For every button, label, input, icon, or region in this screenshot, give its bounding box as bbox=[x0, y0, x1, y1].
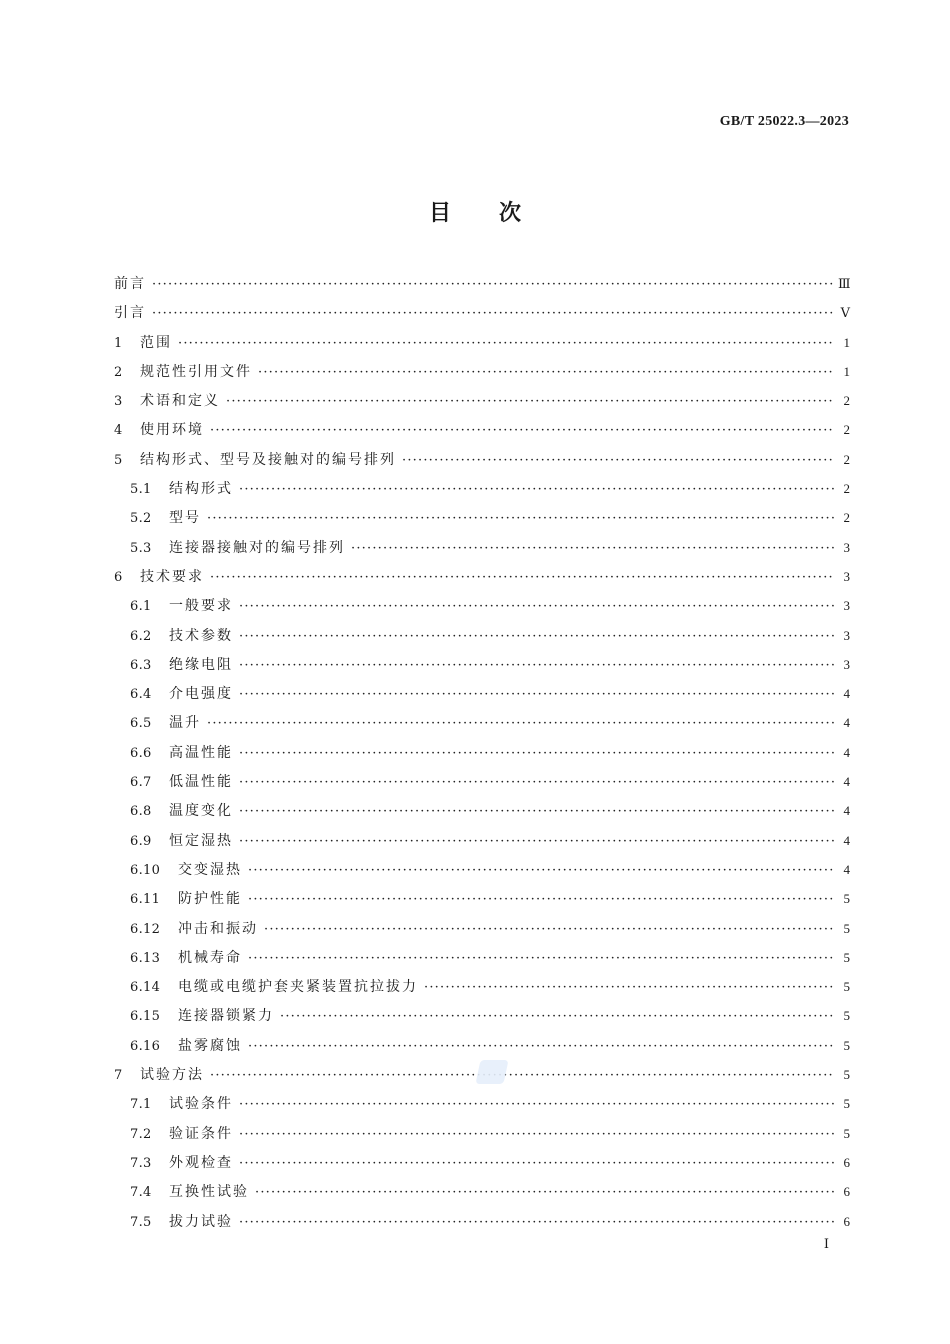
toc-entry-label: 拔力试验 bbox=[169, 1213, 233, 1230]
toc-entry-label: 引言 bbox=[114, 305, 146, 322]
toc-entry[interactable] bbox=[114, 1031, 850, 1060]
toc-entry-number: 1 bbox=[114, 335, 123, 351]
toc-entry[interactable] bbox=[114, 474, 850, 503]
toc-entry[interactable] bbox=[114, 621, 850, 650]
toc-entry-number: 7.2 bbox=[130, 1126, 152, 1142]
toc-leader-dots bbox=[248, 856, 834, 885]
toc-entry-label: 试验条件 bbox=[169, 1096, 233, 1113]
toc-entry[interactable] bbox=[114, 796, 850, 825]
toc-entry-label: 互换性试验 bbox=[169, 1184, 249, 1201]
toc-leader-dots bbox=[424, 973, 834, 1002]
toc-entry-number: 2 bbox=[114, 364, 123, 380]
toc-entry-page: 2 bbox=[843, 451, 850, 467]
toc-entry-label: 电缆或电缆护套夹紧装置抗拉拔力 bbox=[178, 979, 418, 996]
toc-entry-page: 4 bbox=[843, 774, 850, 790]
toc-entry[interactable] bbox=[114, 503, 850, 532]
toc-entry-number: 7.4 bbox=[130, 1185, 152, 1201]
toc-entry-label: 使用环境 bbox=[140, 422, 204, 439]
toc-entry[interactable] bbox=[114, 943, 850, 972]
toc-entry-page: 5 bbox=[843, 891, 850, 907]
toc-entry-number: 3 bbox=[114, 394, 123, 410]
toc-entry-number: 6 bbox=[114, 569, 123, 585]
toc-entry[interactable] bbox=[114, 591, 850, 620]
toc-leader-dots bbox=[210, 416, 834, 445]
toc-entry-label: 冲击和振动 bbox=[178, 920, 258, 937]
toc-leader-dots bbox=[239, 651, 834, 680]
toc-entry[interactable] bbox=[114, 972, 850, 1001]
watermark-mark bbox=[475, 1060, 508, 1084]
toc-leader-dots bbox=[152, 299, 834, 328]
toc-entry[interactable] bbox=[114, 679, 850, 708]
toc-leader-dots bbox=[210, 1061, 834, 1090]
toc-entry-label: 连接器接触对的编号排列 bbox=[169, 539, 345, 556]
toc-entry[interactable] bbox=[114, 855, 850, 884]
toc-entry[interactable] bbox=[114, 767, 850, 796]
toc-leader-dots bbox=[239, 1090, 834, 1119]
toc-entry-page: 4 bbox=[843, 715, 850, 731]
toc-entry-label: 范围 bbox=[140, 334, 172, 351]
toc-leader-dots bbox=[248, 885, 834, 914]
toc-entry[interactable] bbox=[114, 884, 850, 913]
toc-entry-number: 6.14 bbox=[130, 980, 161, 996]
toc-entry-page: 3 bbox=[843, 627, 850, 643]
toc-leader-dots bbox=[239, 739, 834, 768]
toc-entry-page: 6 bbox=[843, 1154, 850, 1170]
toc-entry-number: 5.2 bbox=[130, 511, 152, 527]
toc-entry[interactable] bbox=[114, 533, 850, 562]
toc-entry-page: 5 bbox=[843, 920, 850, 936]
page-title: 目次 bbox=[428, 201, 569, 226]
toc-entry-label: 盐雾腐蚀 bbox=[178, 1037, 242, 1054]
footer-page-number: Ⅰ bbox=[823, 1236, 829, 1251]
toc-entry-label: 恒定湿热 bbox=[169, 832, 233, 849]
toc-entry-label: 前言 bbox=[114, 276, 146, 292]
toc-entry-number: 7.1 bbox=[130, 1097, 152, 1113]
toc-entry-number: 6.3 bbox=[130, 657, 152, 673]
toc-entry-number: 6.10 bbox=[130, 862, 161, 878]
toc-entry[interactable] bbox=[114, 1207, 850, 1236]
toc-leader-dots bbox=[207, 504, 834, 533]
toc-entry[interactable] bbox=[114, 1177, 850, 1206]
toc-entry-number: 6.15 bbox=[130, 1009, 161, 1025]
toc-entry-page: 5 bbox=[843, 1008, 850, 1024]
toc-entry-label: 技术要求 bbox=[140, 568, 204, 585]
toc-entry-number: 7.5 bbox=[130, 1214, 152, 1230]
toc-entry[interactable] bbox=[114, 269, 850, 298]
toc-entry-page: 2 bbox=[843, 510, 850, 526]
toc-entry[interactable] bbox=[114, 298, 850, 327]
toc-leader-dots bbox=[258, 358, 834, 387]
toc-entry[interactable] bbox=[114, 708, 850, 737]
toc-entry[interactable] bbox=[114, 1148, 850, 1177]
toc-entry-label: 一般要求 bbox=[169, 598, 233, 615]
toc-entry-label: 介电强度 bbox=[169, 686, 233, 703]
toc-leader-dots bbox=[239, 1208, 834, 1237]
toc-entry-page: 4 bbox=[843, 832, 850, 848]
toc-leader-dots bbox=[239, 768, 834, 797]
toc-entry[interactable] bbox=[114, 415, 850, 444]
toc-entry-number: 4 bbox=[114, 423, 123, 439]
toc-entry-label: 交变湿热 bbox=[178, 861, 242, 878]
toc-leader-dots bbox=[402, 446, 834, 475]
toc-leader-dots bbox=[255, 1178, 834, 1207]
toc-entry-label: 结构形式、型号及接触对的编号排列 bbox=[140, 451, 396, 468]
toc-entry-page: 4 bbox=[843, 744, 850, 760]
toc-entry-page: 2 bbox=[843, 422, 850, 438]
toc-entry[interactable] bbox=[114, 914, 850, 943]
toc-leader-dots bbox=[248, 1032, 834, 1061]
toc-entry-page: 5 bbox=[843, 949, 850, 965]
toc-entry-page: 2 bbox=[843, 393, 850, 409]
toc-entry-label: 术语和定义 bbox=[140, 393, 220, 410]
toc-entry[interactable] bbox=[114, 357, 850, 386]
toc-entry-label: 结构形式 bbox=[169, 481, 233, 498]
toc-entry[interactable] bbox=[114, 1089, 850, 1118]
toc-leader-dots bbox=[226, 387, 834, 416]
toc-entry-page: 5 bbox=[843, 1096, 850, 1112]
table-of-contents bbox=[114, 269, 850, 1236]
toc-entry-number: 5.1 bbox=[130, 482, 152, 498]
toc-entry-label: 温升 bbox=[169, 715, 201, 732]
toc-entry-page: 6 bbox=[843, 1213, 850, 1229]
toc-entry-label: 外观检查 bbox=[169, 1154, 233, 1171]
toc-entry-number: 6.2 bbox=[130, 628, 152, 644]
toc-leader-dots bbox=[280, 1002, 834, 1031]
toc-entry-label: 连接器锁紧力 bbox=[178, 1008, 274, 1025]
toc-entry-number: 6.16 bbox=[130, 1038, 161, 1054]
toc-entry-number: 6.5 bbox=[130, 716, 152, 732]
toc-entry-label: 绝缘电阻 bbox=[169, 656, 233, 673]
toc-entry-label: 规范性引用文件 bbox=[140, 363, 252, 380]
toc-entry[interactable] bbox=[114, 1119, 850, 1148]
toc-leader-dots bbox=[239, 1149, 834, 1178]
toc-entry-label: 验证条件 bbox=[169, 1125, 233, 1142]
toc-entry-number: 6.8 bbox=[130, 804, 152, 820]
toc-entry-page: 4 bbox=[843, 861, 850, 877]
toc-leader-dots bbox=[239, 797, 834, 826]
toc-entry[interactable] bbox=[114, 445, 850, 474]
toc-leader-dots bbox=[264, 915, 834, 944]
toc-entry[interactable] bbox=[114, 386, 850, 415]
toc-entry-page: Ⅴ bbox=[840, 305, 850, 321]
toc-entry-page: 5 bbox=[843, 1037, 850, 1053]
toc-entry-page: 3 bbox=[843, 656, 850, 672]
toc-leader-dots bbox=[351, 534, 834, 563]
toc-entry-number: 6.12 bbox=[130, 921, 161, 937]
toc-leader-dots bbox=[239, 827, 834, 856]
toc-entry-number: 6.11 bbox=[130, 892, 161, 908]
toc-leader-dots bbox=[152, 270, 834, 299]
toc-entry-page: 5 bbox=[843, 979, 850, 995]
toc-leader-dots bbox=[239, 680, 834, 709]
toc-leader-dots bbox=[239, 1120, 834, 1149]
toc-entry-page: Ⅲ bbox=[838, 276, 851, 291]
toc-entry-label: 型号 bbox=[169, 510, 201, 527]
toc-entry-page: 4 bbox=[843, 686, 850, 702]
standard-number: GB/T 25022.3—2023 bbox=[719, 114, 849, 129]
toc-leader-dots bbox=[178, 329, 834, 358]
toc-entry-label: 高温性能 bbox=[169, 744, 233, 761]
toc-entry-label: 机械寿命 bbox=[178, 949, 242, 966]
toc-entry-number: 7 bbox=[114, 1068, 123, 1084]
toc-entry-page: 1 bbox=[843, 363, 850, 379]
toc-leader-dots bbox=[239, 622, 834, 651]
toc-entry-number: 6.1 bbox=[130, 599, 152, 615]
toc-leader-dots bbox=[239, 592, 834, 621]
toc-entry-page: 5 bbox=[843, 1067, 850, 1083]
toc-entry-label: 防护性能 bbox=[178, 891, 242, 908]
toc-entry-page: 2 bbox=[843, 481, 850, 497]
toc-entry-number: 5.3 bbox=[130, 540, 152, 556]
toc-entry-label: 技术参数 bbox=[169, 627, 233, 644]
toc-entry-page: 3 bbox=[843, 539, 850, 555]
toc-entry-number: 6.6 bbox=[130, 745, 152, 761]
toc-entry-label: 温度变化 bbox=[169, 803, 233, 820]
toc-leader-dots bbox=[210, 563, 834, 592]
toc-entry-number: 6.4 bbox=[130, 687, 152, 703]
toc-entry-page: 4 bbox=[843, 803, 850, 819]
toc-entry[interactable] bbox=[114, 562, 850, 591]
toc-entry-page: 3 bbox=[843, 598, 850, 614]
toc-entry-label: 低温性能 bbox=[169, 774, 233, 791]
toc-leader-dots bbox=[248, 944, 834, 973]
toc-entry-page: 5 bbox=[843, 1125, 850, 1141]
toc-entry[interactable] bbox=[114, 328, 850, 357]
toc-entry-number: 6.9 bbox=[130, 833, 152, 849]
toc-entry-page: 1 bbox=[843, 334, 850, 350]
toc-entry[interactable] bbox=[114, 826, 850, 855]
toc-entry[interactable] bbox=[114, 650, 850, 679]
toc-entry-page: 6 bbox=[843, 1184, 850, 1200]
toc-entry-number: 5 bbox=[114, 452, 123, 468]
toc-entry-page: 3 bbox=[843, 568, 850, 584]
toc-entry[interactable] bbox=[114, 1001, 850, 1030]
toc-entry-number: 7.3 bbox=[130, 1155, 152, 1171]
toc-entry[interactable] bbox=[114, 738, 850, 767]
toc-entry-number: 6.13 bbox=[130, 950, 161, 966]
toc-leader-dots bbox=[207, 709, 834, 738]
toc-leader-dots bbox=[239, 475, 834, 504]
toc-entry-number: 6.7 bbox=[130, 775, 152, 791]
toc-entry-label: 试验方法 bbox=[140, 1067, 204, 1084]
